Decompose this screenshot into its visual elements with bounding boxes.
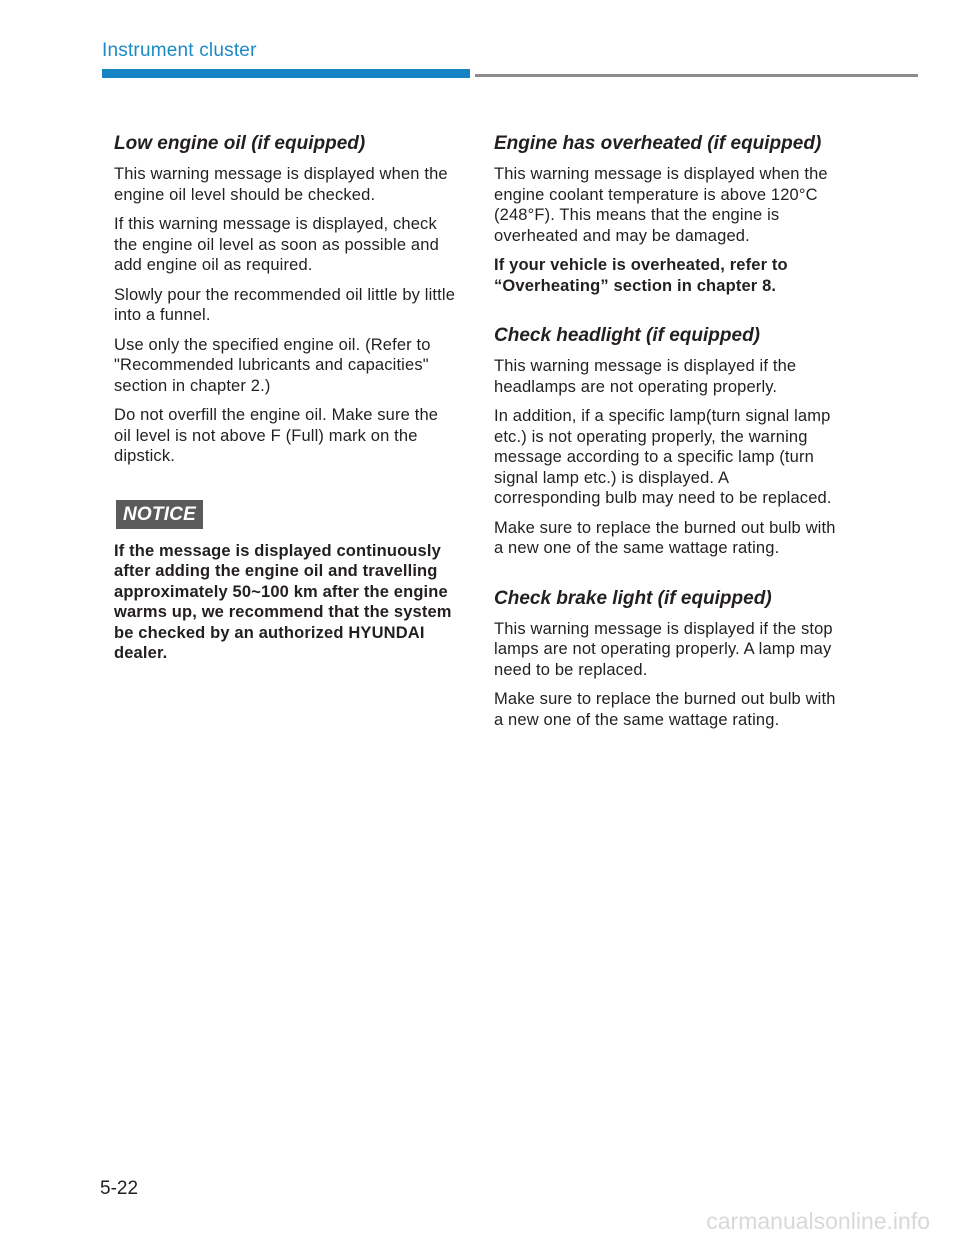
paragraph: Make sure to replace the burned out bulb with a new one of the same wattage rating. (494, 690, 836, 729)
heading-engine-overheated: Engine has overheated (if equipped) (494, 133, 822, 154)
notice-badge: NOTICE (116, 500, 203, 529)
notice-text: If the message is displayed continuously after adding the engine oil and travelling approximately 50~100 km after the engine warms up, we recommend that the system be checked by an authorized HYUNDAI dealer. (114, 541, 452, 662)
heading-low-engine-oil: Low engine oil (if equipped) (114, 133, 366, 154)
paragraph: If this warning message is displayed, check the engine oil level as soon as possible and add engine oil as required. (114, 215, 439, 274)
paragraph: This warning message is displayed when the engine coolant temperature is above 120°C (248°F). This means that the engine is overheated and may be damaged. (494, 165, 828, 245)
paragraph: Slowly pour the recommended oil little by little into a funnel. (114, 285, 456, 324)
overheat-note: If your vehicle is overheated, refer to “Overheating” section in chapter 8. (494, 256, 788, 295)
heading-check-brake-light: Check brake light (if equipped) (494, 587, 772, 609)
header-rule (475, 74, 918, 77)
paragraph: Use only the specified engine oil. (Refer to "Recommended lubricants and capacities" section in chapter 2.) (114, 335, 431, 395)
header-rule-accent (102, 69, 470, 78)
paragraph: This warning message is displayed if the headlamps are not operating properly. (494, 357, 797, 396)
paragraph: Make sure to replace the burned out bulb with a new one of the same wattage rating. (494, 518, 836, 557)
paragraph: This warning message is displayed if the stop lamps are not operating properly. A lamp may need to be replaced. (494, 619, 833, 679)
left-column (114, 133, 459, 664)
right-column (494, 133, 839, 739)
heading-check-headlight: Check headlight (if equipped) (494, 325, 761, 346)
paragraph: Do not overfill the engine oil. Make sure the oil level is not above F (Full) mark on the dipstick. (114, 406, 439, 465)
paragraph: In addition, if a specific lamp(turn signal lamp etc.) is not operating properly, the warning message according to a specific lamp (turn signal lamp etc.) is displayed. A corresponding bulb may need to be replaced. (494, 407, 832, 507)
watermark: carmanualsonline.info (706, 1208, 930, 1234)
paragraph: This warning message is displayed when the engine oil level should be checked. (114, 165, 448, 204)
section-title: Instrument cluster (102, 40, 257, 61)
page-number: 5-22 (100, 1178, 139, 1199)
